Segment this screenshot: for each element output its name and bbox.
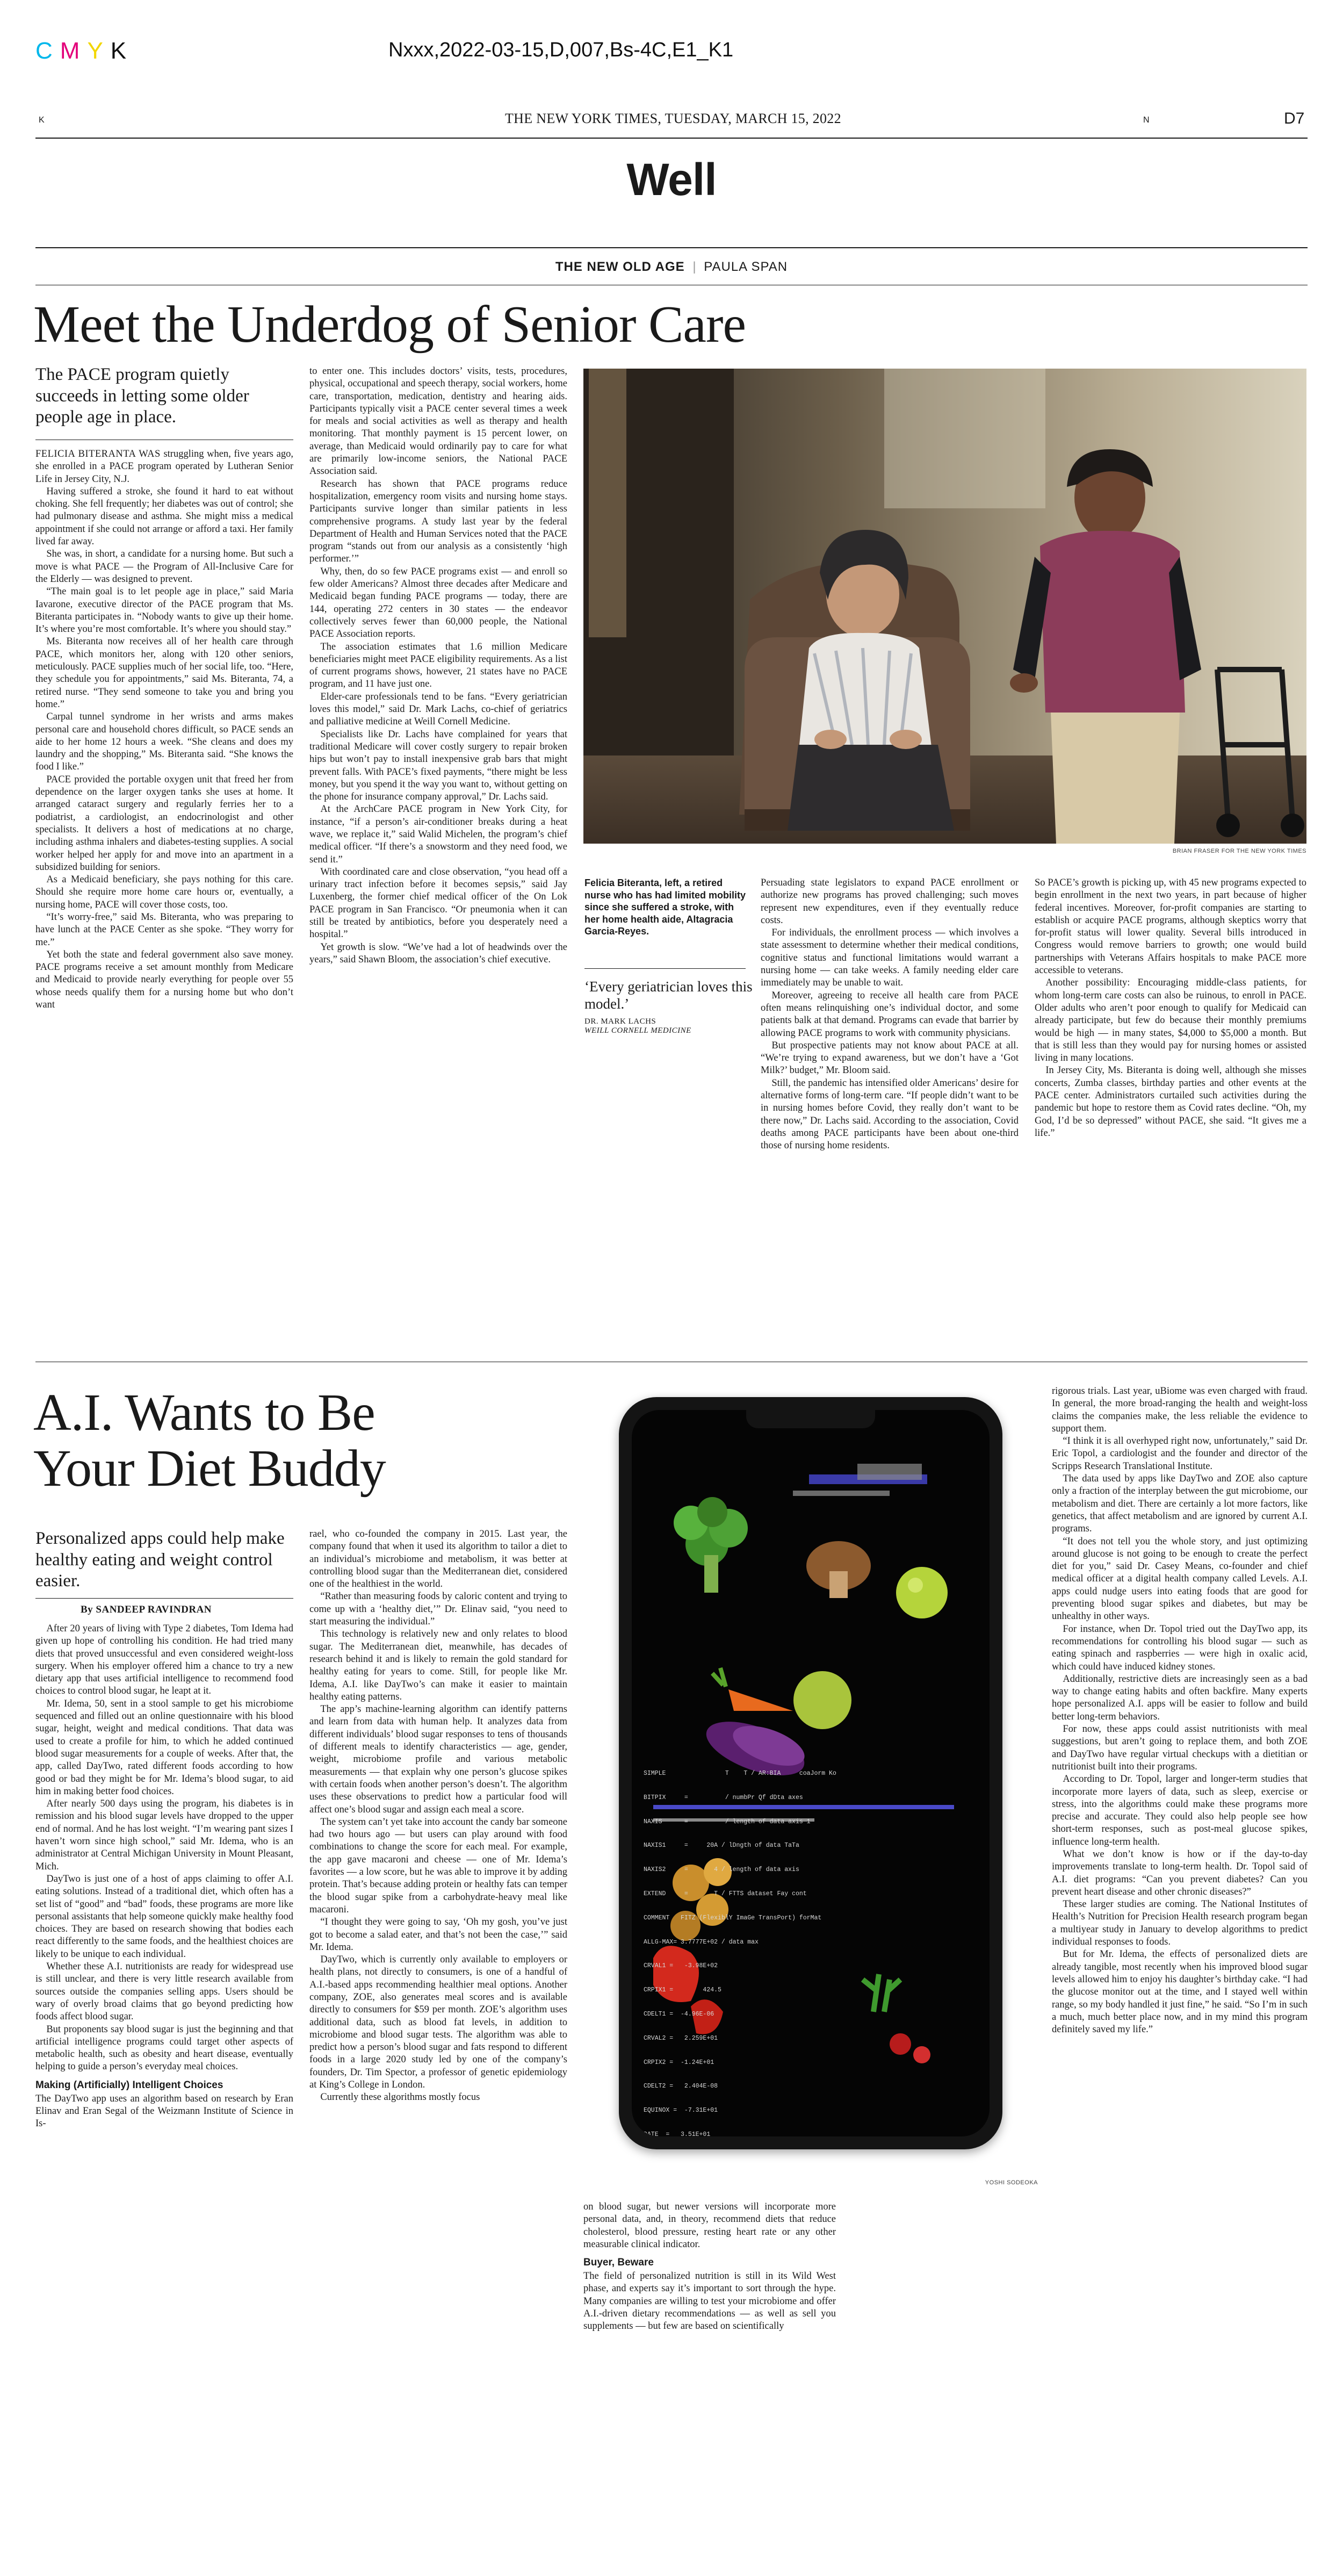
paragraph: DayTwo is just one of a host of apps claiming to offer A.I. eating solutions. Instead of a traditional diet, which often has a set list of “good” and “bad” foods, these programs are more like personal assistants that help someone quickly make healthy food choices. They are based on research showing that bodies each react differently to the same foods, and the healthiest choices are likely to be unique to each individual. (35, 1873, 293, 1960)
readout-line: NAXIS1 = 20A / lDngth of data TaTa (644, 1842, 799, 1850)
paragraph: Moreover, agreeing to receive all health care from PACE often means relinquishing one’s individual doctor, and some patients balk at that demand. Programs can evade that barrier by allowing PACE programs to work with community physicians. (761, 990, 1019, 1039)
paragraph: PACE provided the portable oxygen unit that freed her from dependence on the larger oxygen tanks she uses at home. It arranged cataract surgery and regularly ferries her to a podiatrist, a cardiologist, an endocrinologist and other specialists. It delivers a host of medications at no charge, including asthma inhalers and diabetes-testing supplies. A social worker helped her apply for and move into an apartment in a subsidized building for seniors. (35, 774, 293, 873)
pull-quote-rule-top (584, 968, 746, 969)
article1-photo-credit: BRIAN FRASER FOR THE NEW YORK TIMES (1172, 848, 1306, 854)
paragraph: “It’s worry-free,” said Ms. Biteranta, who was preparing to have lunch at the PACE Center as she spoke. “They worry for me.” (35, 911, 293, 948)
article1-headline: Meet the Underdog of Senior Care (33, 296, 746, 354)
paragraph: For individuals, the enrollment process — which involves a state assessment to determine whether their medical conditions, cognitive status and functional limitations would warrant a nursing home — can take weeks. A family needing elder care immediately may be unable to wait. (761, 927, 1019, 989)
paragraph: Yet growth is slow. “We’ve had a lot of headwinds over the years,” said Shawn Bloom, the association’s chief executive. (309, 941, 567, 965)
article1-photo (583, 369, 1306, 844)
article1-col5 (1035, 877, 1306, 1140)
paragraph: Still, the pandemic has intensified older Americans’ desire for alternative forms of long-term care. “If people didn’t want to be in nursing homes before Covid, they really don’t want to be there now,” Dr. Lachs said. According to the association, Covid deaths among PACE participants have been about one-third those of nursing home residents. (761, 1077, 1019, 1152)
paragraph: Additionally, restrictive diets are increasingly seen as a bad way to change eating habits and often backfire. Many experts hope personalized A.I. apps will be easier to follow and build better long-term behaviors. (1052, 1673, 1308, 1722)
cmyk-y: Y (87, 38, 111, 64)
readout-line: CRVAL1 = -3.98E+02 (644, 1962, 718, 1970)
paragraph: “Rather than measuring foods by caloric content and trying to come up with a ‘healthy diet,’” Dr. Elinav said, “you need to start measuring the individual.” (309, 1591, 567, 1628)
readout-line: CRPIX1 = 424.5 (644, 1987, 721, 1994)
paragraph: With coordinated care and close observation, “you head off a urinary tract infection before it becomes sepsis,” said Jay Luxenberg, the former chief medical officer of the On Lok PACE program in San Francisco. “Or pneumonia when it can still be treated by antibiotics, before you desperately need a hospital.” (309, 866, 567, 940)
readout-line: ALLG-MAX= 3.7777E+02 / data max (644, 1938, 759, 1946)
paragraph: on blood sugar, but newer versions will incorporate more personal data, and, in theory, recommend diets that reduce cholesterol, blood pressure, resting heart rate or any other measurable clinical indicator. (583, 2201, 836, 2250)
article2-col4 (1052, 1385, 1308, 2036)
section-flag: Well (626, 154, 717, 205)
paragraph: Yet both the state and federal government also save money. PACE programs receive a set amount monthly from Medicare and Medicaid to provide nearly everything for people over 55 whose needs qualify them for a nursing home but who don’t want (35, 949, 293, 1011)
folio-date: THE NEW YORK TIMES, TUESDAY, MARCH 15, 2022 (505, 111, 841, 126)
paragraph: The association estimates that 1.6 million Medicare beneficiaries might meet PACE eligibility requirements. As a list of current programs shows, however, 21 states have no PACE program, and 11 have just one. (309, 641, 567, 690)
paragraph: According to Dr. Topol, larger and longer-term studies that incorporate more layers of data, such as sleep, exercise or stress, into the algorithms could make these programs more precise and accurate. They could also help people see how short-term responses, such as post-meal glucose spikes, influence long-term health. (1052, 1774, 1308, 1847)
readout-line: BITPIX = / numbPr Qf dDta axes (644, 1794, 803, 1801)
article1-photo-drawing (583, 369, 1306, 844)
folio-corner-right: N (1143, 116, 1150, 125)
column-tag-separator: | (692, 260, 696, 274)
paragraph: The system can’t yet take into account the candy bar someone had two hours ago — but users can play around with food combinations to change the score for each meal. For example, the app gave macaroni and cheese — one of Mr. Idema’s favorites — a low score, but he was able to improve it by adding protein. That’s because adding protein or healthy fats can temper the blood sugar spike from a carbohydrate-heavy meal like macaroni. (309, 1816, 567, 1915)
readout-line: EXTEND = T / FTTS dataset Fay cont (644, 1890, 807, 1897)
paragraph: Having suffered a stroke, she found it hard to eat without choking. She fell frequently; her diabetes was out of control; she had pulmonary disease and asthma. She might miss a medical appointment if she could not arrange or afford a taxi. Her family lived far away. (35, 486, 293, 548)
cmyk-k: K (110, 38, 134, 64)
article1-caption: Felicia Biteranta, left, a retired nurse who has had limited mobility since she suffered a stroke, with her home health aide, Altagracia Garcia-Reyes. (584, 877, 746, 937)
folio-rule (35, 138, 1308, 139)
article2-col3 (583, 2201, 836, 2333)
paragraph: After 20 years of living with Type 2 diabetes, Tom Idema had given up hope of controlling his condition. He had tried many diets that proved unsuccessful and even considered weight-loss surgery. When his employer offered him a chance to try a new dietary app that uses artificial intelligence to recommend food choices to control blood sugar, he leapt at it. (35, 1623, 293, 1697)
paragraph: The app’s machine-learning algorithm can identify patterns and learn from data with human help. It analyzes data from different individuals’ blood sugar responses to tens of thousands of different meals to identify characteristics — age, gender, weight, microbiome profile and various metabolic measurements — that explain why one person’s glucose spikes with certain foods when another person’s doesn’t. The algorithm uses these observations to predict how a particular food will affect one’s blood sugar and assign each meal a score. (309, 1704, 567, 1815)
column-tag-author: PAULA SPAN (704, 260, 788, 274)
article2-col2 (309, 1528, 567, 2104)
paragraph: Specialists like Dr. Lachs have complained for years that traditional Medicare will cover costly surgery to repair broken hips but won’t pay to install inexpensive grab bars that might prevent falls. With PACE’s fixed payments, “there might be less money, but you spend it the way you want to, without getting on the phone for insurance company approval,” Dr. Lachs said. (309, 729, 567, 803)
readout-line: DATE = 3.51E+01 (644, 2131, 711, 2136)
article1-col4 (761, 877, 1019, 1153)
article2-deck: Personalized apps could help make healthy eating and weight control easier. (35, 1529, 285, 1591)
paragraph: But proponents say blood sugar is just the beginning and that artificial intelligence programs could target other aspects of metabolic health, such as obesity and heart disease, eventually helping to guide a person’s everyday meal choices. (35, 2024, 293, 2073)
paragraph: The field of personalized nutrition is still in its Wild West phase, and experts say it’s important to sort through the hype. Many companies are willing to test your microbiome and offer A.I.-driven dietary recommendations — as well as sell you supplements — but few are based on scientifically (583, 2271, 836, 2332)
paragraph: So PACE’s growth is picking up, with 45 new programs expected to begin enrollment in the next two years, in part because of higher federal incentives. Moreover, for-profit companies are starting to establish or acquire PACE programs, although skeptics worry that for-profit status will lower quality. Several bills introduced in Congress would remove barriers to growth; one would build partnerships with Veterans Affairs hospitals to make PACE more accessible to veterans. (1035, 877, 1306, 976)
paragraph: At the ArchCare PACE program in New York City, for instance, “if a person’s air-conditioner breaks during a heat wave, we replace it,” said Walid Michelen, the program’s chief medical officer. “If there’s a snowstorm and they need food, we send it.” (309, 804, 567, 865)
paragraph: Ms. Biteranta now receives all of her health care through PACE, which monitors her, along with 120 other seniors, meticulously. PACE supplies much of her social life, too. “Here, they schedule you for appointments,” said Ms. Biteranta, 74, a retired nurse. “They send someone to take you and bring you home.” (35, 636, 293, 710)
paragraph: Another possibility: Encouraging middle-class patients, for whom long-term care costs can also be ruinous, to enroll in PACE. Older adults who aren’t poor enough to qualify for Medicaid can already participate, but few do because their monthly premiums would be high — in many states, $4,000 to $5,000 a month. But that is still less than they would pay for nursing homes or assisted living in many locations. (1035, 977, 1306, 1064)
readout-line: CRVAL2 = 2.259E+01 (644, 2034, 718, 2042)
section-rule (35, 247, 1308, 248)
article2-subhead-1: Making (Artificially) Intelligent Choices (35, 2079, 223, 2091)
column-tag (0, 260, 1343, 275)
phone-data-readout (644, 1754, 982, 2136)
paragraph: Persuading state legislators to expand PACE enrollment or authorize new programs has proved challenging; such moves represent new expenditures, even if they eventually reduce costs. (761, 877, 1019, 926)
article1-lead-text: struggling when, five years ago, she enrolled in a PACE program operated by Lutheran Senior Life in Jersey City, N.J. (35, 449, 293, 485)
paragraph: rael, who co-founded the company in 2015. Last year, the company found that when it used its algorithm to tailor a diet to an individual’s microbiome and metabolism, it was better at controlling blood sugar than the Mediterranean diet, considered one of the healthiest in the world. (309, 1529, 567, 1590)
paragraph: This technology is relatively new and only relates to blood sugar. The Mediterranean diet, meanwhile, has decades of research behind it and is likely to remain the gold standard for healthy eating for years to come. Still, for people like Mr. Idema, A.I. like DayTwo’s can make it easier to maintain healthy eating patterns. (309, 1629, 567, 1702)
article2-phone-illustration (583, 1386, 1038, 2155)
cmyk-m: M (60, 38, 88, 64)
paragraph: These larger studies are coming. The National Institutes of Health’s Nutrition for Precision Health research program began a multiyear study in January to develop algorithms to predict individual responses to foods. (1052, 1899, 1308, 1948)
paragraph: The data used by apps like DayTwo and ZOE also capture only a fraction of the interplay between the gut microbiome, our metabolism and diet. There are certainly a lot more factors, like genetics, that affect metabolism and are ignored by current A.I. programs. (1052, 1473, 1308, 1535)
paragraph: Research has shown that PACE programs reduce hospitalization, emergency room visits and nursing home stays. Participants survive longer than similar patients in less comprehensive programs. A study last year by the federal Department of Health and Human Services noted that the PACE program “stands out from our analysis as a consistently ‘high performer.’” (309, 478, 567, 565)
paragraph: After nearly 500 days using the program, his diabetes is in remission and his blood sugar levels have dropped to the upper end of normal. And he has lost weight. “I’m wearing pant sizes I haven’t worn since high school,” said Mr. Idema, who is an administrator at Central Michigan University in Mount Pleasant, Mich. (35, 1798, 293, 1872)
article2-byline: By SANDEEP RAVINDRAN (81, 1604, 212, 1615)
paragraph: Whether these A.I. nutritionists are ready for widespread use is still unclear, and there is very little research available from sources outside the companies selling apps. Users should be wary of overly broad claims that go beyond predicting how foods affect blood sugar. (35, 1961, 293, 2023)
pull-quote-affiliation: WEILL CORNELL MEDICINE (584, 1026, 691, 1035)
cmyk-registration (35, 38, 134, 64)
paragraph: The DayTwo app uses an algorithm based on research by Eran Elinav and Eran Segal of the Weizmann Institute of Science in Is- (35, 2093, 293, 2129)
article1-lead-paragraph (35, 448, 293, 486)
readout-line: EQUINOX = -7.31E+01 (644, 2107, 718, 2114)
paragraph: Why, then, do so few PACE programs exist — and enroll so few older Americans? Almost three decades after Medicare and Medicaid began funding PACE programs — today, there are 144, operating 272 centers in 30 states — the endeavor collectively serves fewer than 60,000 people, the National PACE Association reports. (309, 566, 567, 640)
paragraph: In Jersey City, Ms. Biteranta is doing well, although she misses concerts, Zumba classes, birthday parties and other events at the PACE center. Administrators curtailed such activities during the pandemic but hope to restore them as Covid rates decline. “Oh, my God, I’d be so depressed” without PACE, she said. “It gives me a life.” (1035, 1065, 1306, 1139)
article2-headline-line2: Your Diet Buddy (33, 1439, 386, 1498)
paragraph: “I thought they were going to say, ‘Oh my gosh, you’ve just got to become a salad eater, and that’s not been the case,’” said Mr. Idema. (309, 1917, 567, 1953)
paragraph: to enter one. This includes doctors’ visits, tests, procedures, physical, occupational and speech therapy, social workers, home care, transportation, medication, dentistry and hearing aids. Participants typically visit a PACE center several times a week for meals and social activities as well as therapy and health monitoring. That monthly payment is 15 percent lower, on average, than Medicaid would ordinarily pay to care for what are primarily low-income seniors, the National PACE Association said. (309, 366, 567, 477)
readout-line: NAXIS2 = 4 / length of data axis (644, 1866, 799, 1874)
article1-col2 (309, 365, 567, 966)
readout-line: CDELT1 = -4.96E-06 (644, 2011, 714, 2018)
paragraph: As a Medicaid beneficiary, she pays nothing for this care. Should she require more home care hours or, eventually, a nursing home, PACE will cover those costs, too. (35, 874, 293, 910)
article2-headline-line1: A.I. Wants to Be (33, 1384, 375, 1442)
print-slug: Nxxx,2022-03-15,D,007,Bs-4C,E1_K1 (388, 39, 734, 61)
article2-col1 (35, 1623, 293, 2131)
column-tag-label: THE NEW OLD AGE (555, 260, 685, 274)
readout-line: CRPIX2 = -1.24E+01 (644, 2059, 714, 2066)
article1-col1 (35, 448, 293, 1011)
folio-corner-left: K (39, 116, 45, 125)
cmyk-c: C (35, 38, 60, 64)
paragraph: “The main goal is to let people age in place,” said Maria Iavarone, executive director of the PACE program that Ms. Biteranta participates in. “Nobody wants to give up their home. It’s where you’re most comfortable. It’s where you should stay.” (35, 586, 293, 635)
article1-lead-in: FELICIA BITERANTA WAS (35, 449, 161, 459)
paragraph: Mr. Idema, 50, sent in a stool sample to get his microbiome sequenced and filled out an online questionnaire with his blood sugar, height, weight and medical conditions. That data was used to create a profile for him, to which he added continued blood sugar measurements for a couple of weeks. After that, the app, called DayTwo, rated different foods according to how good or bad they might be for Mr. Idema’s blood sugar, to aid him in making better food choices. (35, 1698, 293, 1797)
paragraph: “It does not tell you the whole story, and just optimizing around glucose is not going to be enough to create the perfect diet for you,” said Dr. Casey Means, co-founder and chief medical officer at a digital health company called Levels. A.I. apps could nudge users into eating foods that are good for preventing blood sugar spikes and diabetes, but may be unhealthy in other ways. (1052, 1536, 1308, 1622)
pull-quote-attribution: DR. MARK LACHS (584, 1017, 656, 1026)
paragraph: For instance, when Dr. Topol tried out the DayTwo app, its recommendations for controlling his blood sugar — such as eating spinach and raspberries — were high in oxalic acid, which could have induced kidney stones. (1052, 1623, 1308, 1672)
paragraph: DayTwo, which is currently only available to employers or health plans, not directly to consumers, is one of a handful of A.I.-based apps recommending healthier meal options. Another company, ZOE, also generates meal scores and is available directly to consumers for $59 per month. ZOE’s algorithm uses additional data, such as blood fat levels, in addition to microbiome and blood sugar tests. The algorithm was able to predict how a person’s blood sugar and fats respond to different foods in a large 2020 study led by one of the company’s founders, Dr. Tim Spector, a professor of genetic epidemiology at King’s College in London. (309, 1954, 567, 2091)
readout-line: NAXIS = / length of data axis 1 (644, 1818, 811, 1825)
paragraph: “I think it is all overhyped right now, unfortunately,” said Dr. Eric Topol, a cardiologist and the founder and director of the Scripps Research Translational Institute. (1052, 1436, 1308, 1472)
paragraph: rigorous trials. Last year, uBiome was even charged with fraud. In general, the more broad-ranging the health and weight-loss claims the companies make, the less reliable the evidence to support them. (1052, 1386, 1308, 1434)
readout-line: CDELT2 = 2.404E-08 (644, 2083, 718, 2090)
article2-subhead-2: Buyer, Beware (583, 2257, 654, 2269)
article1-deck: The PACE program quietly succeeds in letting some older people age in place. (35, 365, 249, 427)
phone-screen (632, 1410, 990, 2136)
paragraph: But for Mr. Idema, the effects of personalized diets are already tangible, most recently when his improved blood sugar levels allowed him to enjoy his daughter’s birthday cake. “I had the glucose monitor out at the time, and I stayed well within range, so my body handled it just fine,” he said. “So I’m in such a much, much better place now, and in my mind this program definitely saved my life.” (1052, 1949, 1308, 2035)
article2-headline (33, 1385, 386, 1497)
folio-page: D7 (1284, 110, 1305, 127)
paragraph: Carpal tunnel syndrome in her wrists and arms makes personal care and household chores difficult, so PACE sends an aide to her home 12 hours a week. “She cleans and does my laundry and the shopping,” Ms. Biteranta said. “She knows the food I like.” (35, 711, 293, 773)
paragraph: She was, in short, a candidate for a nursing home. But such a move is what PACE — the Program of All-Inclusive Care for the Elderly — was designed to prevent. (35, 549, 293, 585)
article2-byline-rule (35, 1598, 293, 1599)
pull-quote-text: ‘Every geriatrician loves this model.’ (584, 978, 753, 1012)
readout-line: SIMPLE T T / AR:BIA coaJorm Ko (644, 1769, 836, 1777)
article2-illustration-credit: YOSHI SODEOKA (985, 2179, 1038, 2186)
paragraph: For now, these apps could assist nutritionists with meal suggestions, but aren’t going to replace them, and both ZOE and DayTwo have regular virtual checkups with a dietitian or nutritionist built into their programs. (1052, 1724, 1308, 1772)
paragraph: Elder-care professionals tend to be fans. “Every geriatrician loves this model,” said Dr. Mark Lachs, co-chief of geriatrics and palliative medicine at Weill Cornell Medicine. (309, 691, 567, 728)
paragraph: Currently these algorithms mostly focus (320, 2092, 480, 2103)
paragraph: But prospective patients may not know about PACE at all. “We’re trying to expand awareness, but we don’t have a ‘Got Milk?’ budget,” Mr. Bloom said. (761, 1040, 1019, 1076)
readout-line: COMMENT FITZ (FlexiblY ImaGe TransPort) forMat (644, 1914, 822, 1922)
paragraph: What we don’t know is how or if the day-to-day improvements translate to long-term health. Dr. Topol said of A.I. diet programs: “Can you prevent diabetes? Can you prevent heart disease and other chronic diseases?” (1052, 1848, 1308, 1897)
article1-pull-quote (584, 978, 756, 1035)
